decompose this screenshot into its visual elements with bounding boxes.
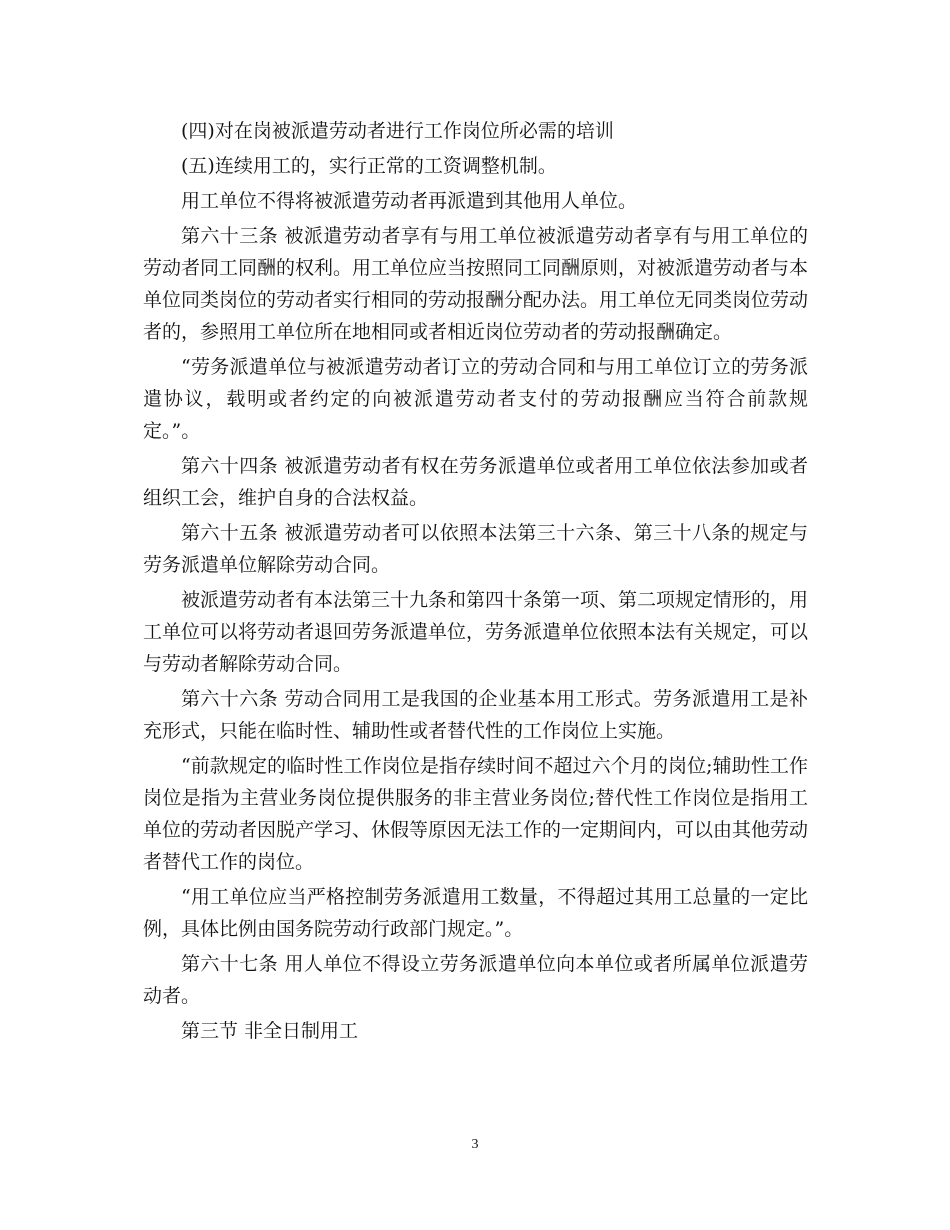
paragraph: 第六十四条 被派遣劳动者有权在劳务派遣单位或者用工单位依法参加或者组织工会，维护自身的合法权益。 bbox=[143, 455, 808, 509]
paragraph: “前款规定的临时性工作岗位是指存续时间不超过六个月的岗位;辅助性工作岗位是指为主营业务岗位提供服务的非主营业务岗位;替代性工作岗位是指用工单位的劳动者因脱产学习、休假等原因无法工作的一定期间内，可以由其他劳动者替代工作的岗位。 bbox=[143, 755, 809, 873]
paragraph: (四)对在岗被派遣劳动者进行工作岗位所必需的培训 bbox=[181, 120, 614, 142]
document-body bbox=[143, 115, 808, 1050]
paragraph: “用工单位应当严格控制劳务派遣用工数量，不得超过其用工总量的一定比例，具体比例由国务院劳动行政部门规定。”。 bbox=[143, 886, 808, 940]
section-heading: 第三节 非全日制用工 bbox=[181, 1020, 359, 1042]
paragraph: 第六十三条 被派遣劳动者享有与用工单位被派遣劳动者享有与用工单位的劳动者同工同酬的权利。用工单位应当按照同工同酬原则，对被派遣劳动者与本单位同类岗位的劳动者实行相同的劳动报酬分配办法。用工单位无同类岗位劳动者的，参照用工单位所在地相同或者相近岗位劳动者的劳动报酬确定。 bbox=[143, 225, 809, 343]
page-number: 3 bbox=[471, 1137, 479, 1152]
paragraph: 用工单位不得将被派遣劳动者再派遣到其他用人单位。 bbox=[181, 190, 638, 212]
paragraph: “劳务派遣单位与被派遣劳动者订立的劳动合同和与用工单位订立的劳务派遣协议，载明或者约定的向被派遣劳动者支付的劳动报酬应当符合前款规定。”。 bbox=[143, 356, 808, 442]
paragraph: 第六十六条 劳动合同用工是我国的企业基本用工形式。劳务派遣用工是补充形式，只能在临时性、辅助性或者替代性的工作岗位上实施。 bbox=[143, 688, 808, 742]
paragraph: 被派遣劳动者有本法第三十九条和第四十条第一项、第二项规定情形的，用工单位可以将劳动者退回劳务派遣单位，劳务派遣单位依照本法有关规定，可以与劳动者解除劳动合同。 bbox=[143, 589, 809, 675]
paragraph: (五)连续用工的，实行正常的工资调整机制。 bbox=[181, 155, 557, 177]
paragraph: 第六十七条 用人单位不得设立劳务派遣单位向本单位或者所属单位派遣劳动者。 bbox=[143, 953, 808, 1007]
paragraph: 第六十五条 被派遣劳动者可以依照本法第三十六条、第三十八条的规定与劳务派遣单位解除劳动合同。 bbox=[143, 522, 808, 576]
